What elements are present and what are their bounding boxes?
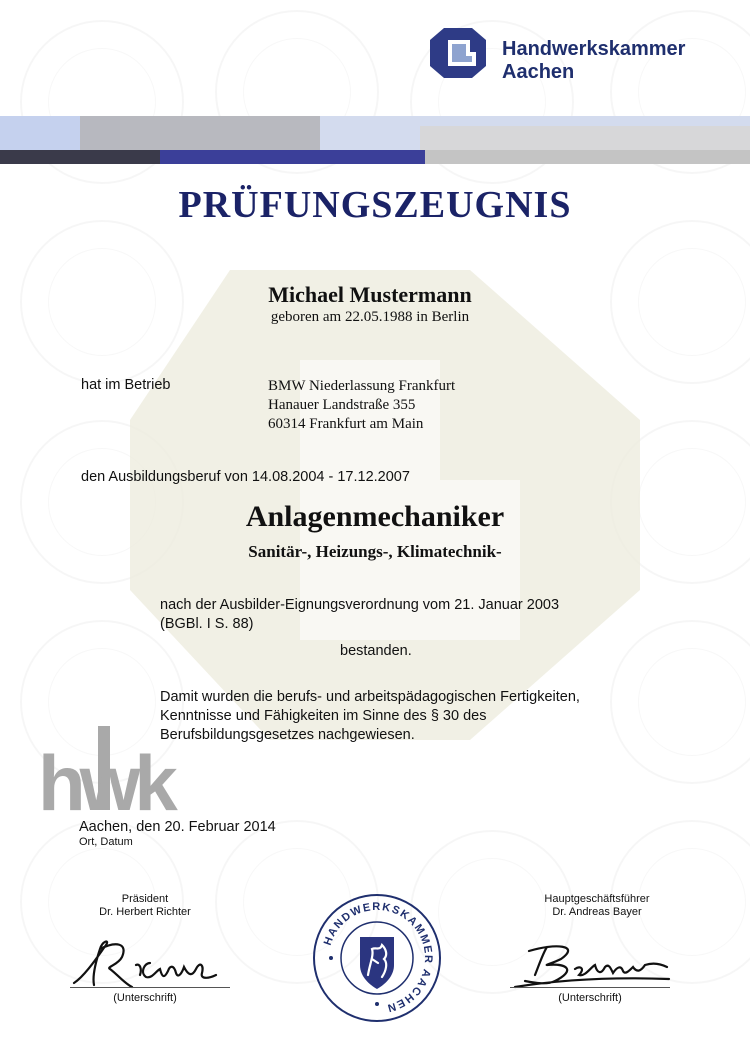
signature-right-line — [510, 987, 670, 988]
company-name: BMW Niederlassung Frankfurt — [268, 378, 456, 394]
company-label: hat im Betrieb — [81, 377, 171, 393]
signer-left-label: (Unterschrift) — [113, 992, 177, 1004]
signer-right-name: Dr. Andreas Bayer — [552, 906, 642, 918]
place-date: Aachen, den 20. Februar 2014 — [79, 819, 276, 835]
statement-line-1: Damit wurden die berufs- und arbeitspädagogischen Fertigkeiten, — [160, 689, 580, 705]
signer-left-role: Präsident — [121, 893, 169, 905]
regulation-line: nach der Ausbilder-Eignungsverordnung vom 21. Januar 2003 — [160, 597, 560, 613]
passed-text: bestanden. — [340, 643, 412, 659]
birth-info: geboren am 22.05.1988 in Berlin — [270, 309, 470, 325]
person-name: Michael Mustermann — [268, 282, 472, 307]
header-stripe-dark — [0, 150, 160, 164]
regulation-reference: (BGBl. I S. 88) — [160, 616, 254, 632]
signer-left-name: Dr. Herbert Richter — [99, 906, 191, 918]
document-title: PRÜFUNGSZEUGNIS — [178, 184, 572, 226]
profession-specialization: Sanitär-, Heizungs-, Klimatechnik- — [248, 542, 502, 561]
header-stripe-blue — [160, 150, 425, 164]
hwk-logo-icon — [430, 28, 486, 78]
org-name-line2: Aachen — [502, 61, 575, 83]
company-street: Hanauer Landstraße 355 — [268, 397, 416, 413]
header-band-gray — [80, 116, 320, 150]
official-seal — [312, 893, 442, 1023]
profession-title: Anlagenmechaniker — [245, 500, 505, 533]
signature-left — [66, 935, 226, 995]
header-stripe-gray — [425, 150, 750, 164]
header-band-gray-right — [420, 126, 750, 150]
seal-text: HANDWERKSKAMMER AACHEN — [321, 900, 435, 1015]
signer-right-label: (Unterschrift) — [558, 992, 622, 1004]
org-name-line1: Handwerkskammer — [502, 38, 686, 60]
statement-line-2: Kenntnisse und Fähigkeiten im Sinne des § 30 des — [160, 708, 487, 724]
training-period: den Ausbildungsberuf von 14.08.2004 - 17.12.2007 — [81, 469, 410, 485]
place-date-label: Ort, Datum — [79, 836, 133, 848]
statement-line-3: Berufsbildungsgesetzes nachgewiesen. — [160, 727, 415, 743]
signature-left-line — [70, 987, 230, 988]
header — [0, 0, 750, 170]
hwk-mark: hwk — [38, 739, 172, 827]
signer-right-role: Hauptgeschäftsführer — [544, 893, 650, 905]
signature-right — [505, 935, 675, 995]
company-city: 60314 Frankfurt am Main — [268, 416, 424, 432]
